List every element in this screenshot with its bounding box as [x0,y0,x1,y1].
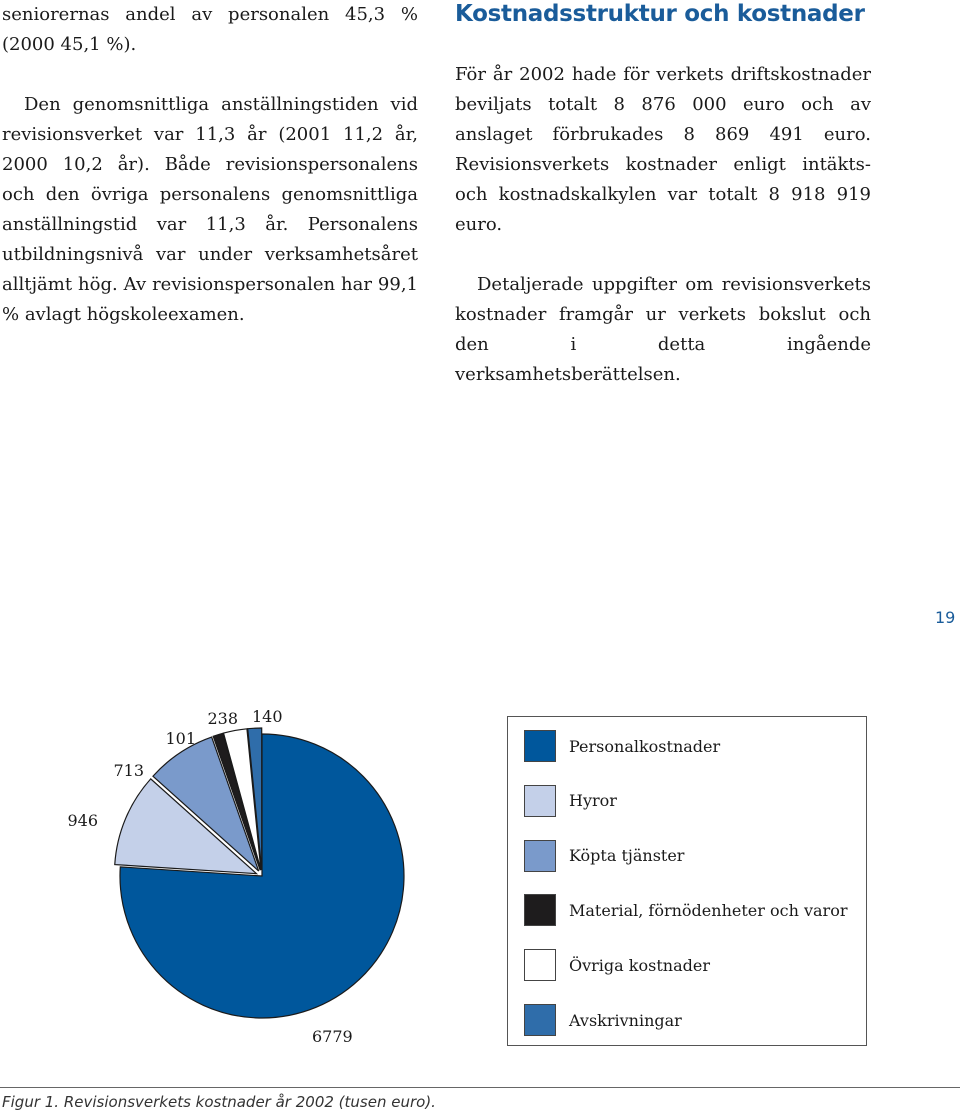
legend-label-0: Personalkostnader [569,736,721,756]
legend-swatch-4 [524,949,556,981]
legend-swatch-2 [524,840,556,872]
legend-swatch-1 [524,785,556,817]
legend-label-1: Hyror [569,791,617,811]
pie-value-label-0: 6779 [312,1027,353,1046]
page-number: 19 [935,608,956,627]
figure-caption: Figur 1. Revisionsverkets kostnader år 2002 (tusen euro). [2,1093,436,1111]
pie-value-label-3: 101 [165,729,196,748]
left-column [2,0,418,360]
legend-swatch-3 [524,894,556,926]
legend-item-1 [524,784,617,818]
legend-label-2: Köpta tjänster [569,846,685,866]
chart-legend [507,716,867,1046]
legend-item-4 [524,948,710,982]
pie-value-label-2: 713 [113,761,144,780]
left-paragraph-2: Den genomsnittliga anställningstiden vid revisionsverket var 11,3 år (2001 11,2 år, 2000 10,2 år). Både revisionspersonalens och den övriga personalens genomsnittliga anställningstid var 11,3 år. Personalens utbildningsnivå var under verksamhetsåret alltjämt hög. Av revisionspersonalen har 99,1 % avlagt högskoleexamen. [2,94,418,325]
legend-label-5: Avskrivningar [569,1010,682,1030]
section-heading: Kostnadsstruktur och kostnader [455,1,865,27]
cost-pie-chart [0,690,500,1060]
right-column [455,0,871,420]
pie-value-label-5: 140 [252,707,283,726]
legend-item-5 [524,1003,682,1037]
legend-item-0 [524,729,720,763]
legend-swatch-0 [524,730,556,762]
right-paragraph-2: Detaljerade uppgifter om revisionsverkets kostnader framgår ur verkets bokslut och den i detta ingående verksamhetsberättelsen. [455,274,871,385]
legend-item-2 [524,839,684,873]
pie-value-label-1: 946 [67,811,98,830]
legend-label-4: Övriga kostnader [569,955,710,975]
caption-divider [0,1087,960,1088]
left-paragraph-1: seniorernas andel av personalen 45,3 % (2000 45,1 %). [2,4,418,55]
pie-value-label-4: 238 [207,709,238,728]
legend-item-3 [524,893,847,927]
legend-swatch-5 [524,1004,556,1036]
legend-label-3: Material, förnödenheter och varor [569,900,848,920]
right-paragraph-1: För år 2002 hade för verkets driftskostnader beviljats totalt 8 876 000 euro och av anslaget förbrukades 8 869 491 euro. Revisionsverkets kostnader enligt intäkts- och kostnadskalkylen var totalt 8 918 919 euro. [455,64,871,235]
